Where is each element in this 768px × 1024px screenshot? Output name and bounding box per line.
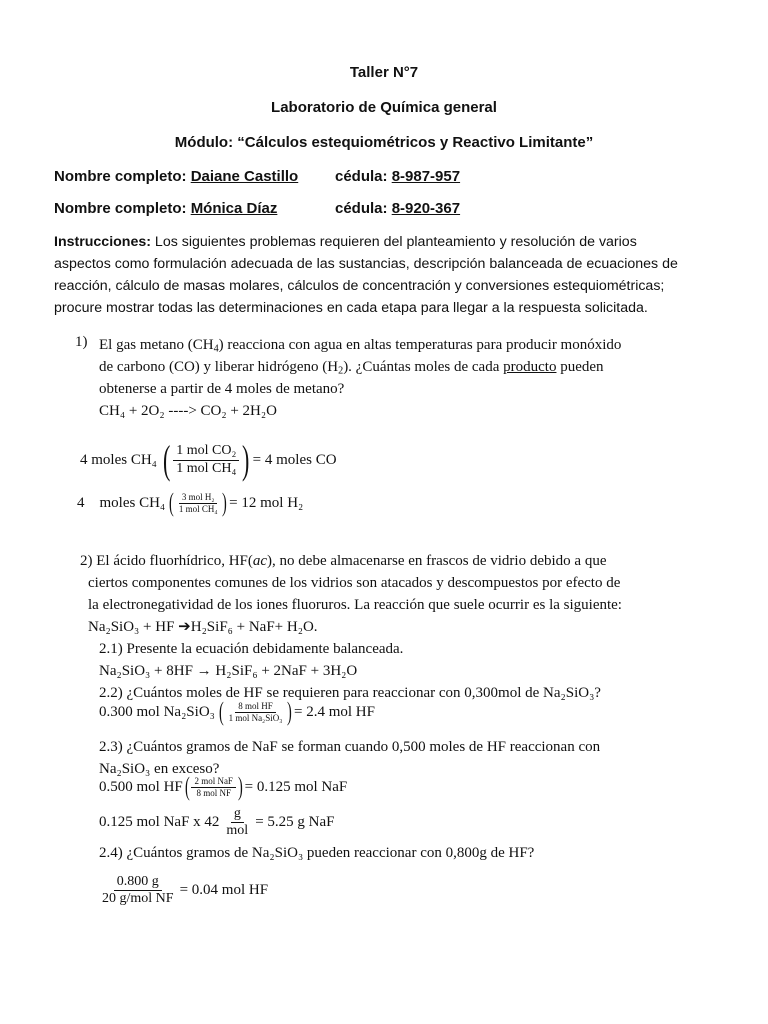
- calc-result: = 12 mol H₂: [229, 494, 304, 511]
- student-id: 8-987-957: [391, 168, 461, 185]
- name-label: Nombre completo:: [54, 200, 187, 217]
- name-label: Nombre completo:: [54, 168, 187, 185]
- student-name: Daiane Castillo: [190, 168, 299, 185]
- calc-lead: 0.125 mol NaF x 42: [99, 814, 220, 831]
- student-id-row-1: [335, 168, 460, 185]
- id-label: cédula:: [335, 168, 388, 185]
- problem-1-reaction: CH₄ + 2O₂ ----> CO₂ + 2H₂O: [99, 403, 277, 419]
- calc-lead: 4 moles CH₄: [80, 451, 157, 468]
- module-line: [0, 134, 768, 151]
- instructions-label: Instrucciones:: [54, 234, 151, 250]
- instructions-line: procure mostrar todas las determinaciones en cada etapa para llegar a la respuesta solicitada.: [54, 300, 648, 316]
- student-id: 8-920-367: [391, 200, 461, 217]
- calc-2-3-mass: [99, 806, 335, 839]
- unit-fraction: $\frac{g}{\text{mol}}$: [226, 806, 249, 839]
- calc-lead: 0.300 mol Na₂SiO₃: [99, 703, 215, 720]
- mass-fraction: $\frac{0.800 g}{\text{20 g/mol NF}}$: [102, 874, 174, 907]
- instructions: [54, 231, 678, 319]
- instructions-line: reacción, cálculo de masas molares, cálculos de concentración y conversiones estequiométricas;: [54, 278, 665, 294]
- calc-2-3: 0.500 mol HF ( $\frac{\text{2 mol NaF}}{\text{8 mol NF}}$ ) = 0.125 mol NaF: [99, 772, 348, 801]
- student-name: Mónica Díaz: [190, 200, 278, 217]
- question-2-1: 2.1) Presente la ecuación debidamente balanceada. Na₂SiO₃ + 8HF → H₂SiF₆ + 2NaF + 3H₂O 2.2) ¿Cuántos moles de HF se requieren para reaccionar con 0,300mol de Na₂SiO₃?: [99, 638, 601, 704]
- question-2-2: 2.2) ¿Cuántos moles de HF se requieren para reaccionar con 0,300mol de Na₂SiO₃?: [99, 685, 601, 701]
- worksheet-title: Taller N°7: [349, 64, 419, 81]
- course-subtitle: Laboratorio de Química general: [271, 99, 497, 116]
- calc-h2-moles: 4 moles CH₄ ( $\frac{\text{3 mol H₂}}{\text{1 mol CH₄}}$ ) = 12 mol H₂: [77, 488, 304, 517]
- conversion-fraction: $\frac{\text{8 mol HF}}{\text{1 mol Na₂SiO₃}}$: [228, 701, 283, 723]
- calc-result: = 0.04 mol HF: [179, 882, 269, 899]
- calc-lead: 4 moles CH₄: [77, 494, 166, 511]
- id-label: cédula:: [335, 200, 388, 217]
- calc-result: = 0.125 mol NaF: [244, 778, 348, 795]
- calc-result: = 2.4 mol HF: [294, 703, 375, 720]
- module-label: Módulo:: [174, 134, 234, 151]
- instructions-line: Los siguientes problemas requieren del planteamiento y resolución de varios: [150, 234, 637, 250]
- student-id-row-2: [335, 200, 460, 217]
- module-text: “Cálculos estequiométricos y Reactivo Limitante”: [237, 134, 594, 151]
- balanced-equation: Na₂SiO₃ + 8HF → H₂SiF₆ + 2NaF + 3H₂O: [99, 663, 358, 679]
- question-2-4: 2.4) ¿Cuántos gramos de Na₂SiO₃ pueden reaccionar con 0,800g de HF?: [99, 845, 535, 861]
- calc-2-2: 0.300 mol Na₂SiO₃ ( $\frac{\text{8 mol HF}}{\text{1 mol Na₂SiO₃}}$ ) = 2.4 mol HF: [99, 697, 375, 726]
- conversion-fraction: $\frac{\text{3 mol H₂}}{\text{1 mol CH₄}}$: [178, 492, 218, 514]
- problem-2-statement: 2) El ácido fluorhídrico, HF(ac), no debe almacenarse en frascos de vidrio debido a que ciertos componentes comunes de los vidrios son atacados y descompuestos por efecto de la electronegatividad de los iones fluoruros. La reacción que suele ocurrir es la siguiente: Na₂SiO₃ + HF ➔H₂SiF₆ + NaF+ H₂O.: [80, 550, 622, 638]
- question-2-3: 2.3) ¿Cuántos gramos de NaF se forman cuando 0,500 moles de HF reaccionan con Na₂SiO₃ en exceso?: [99, 739, 601, 777]
- calc-result: = 4 moles CO: [252, 451, 337, 468]
- problem-1-statement: El gas metano $(CH_4)$ reacciona con agua en altas temperaturas para producir monóxido de carbono (CO) y liberar hidrógeno $(H_2)$. ¿Cuántas moles de cada producto pueden obtenerse a partir de 4 moles de metano? CH₄ + 2O₂ ----> CO₂ + 2H₂O: [99, 334, 621, 422]
- problem-2-reaction: Na₂SiO₃ + HF ➔H₂SiF₆ + NaF+ H₂O.: [88, 619, 318, 635]
- conversion-fraction: $\frac{\text{2 mol NaF}}{\text{8 mol NF}}$: [191, 776, 236, 798]
- calc-result: = 5.25 g NaF: [255, 814, 335, 831]
- student-row-1: [54, 168, 298, 185]
- calc-2-4: [99, 874, 268, 907]
- calc-lead: 0.500 mol HF: [99, 778, 183, 795]
- problem-1-number: 1): [75, 334, 88, 350]
- conversion-fraction: $\frac{\text{1 mol CO₂}}{\text{1 mol CH₄}}$: [173, 443, 239, 476]
- student-row-2: [54, 200, 277, 217]
- calc-co-moles: 4 moles CH₄ ( $\frac{\text{1 mol CO₂}}{\text{1 mol CH₄}}$ ) = 4 moles CO: [80, 437, 337, 482]
- instructions-line: aspectos como formulación adecuada de las sustancias, descripción balanceada de ecuaciones de: [54, 256, 678, 272]
